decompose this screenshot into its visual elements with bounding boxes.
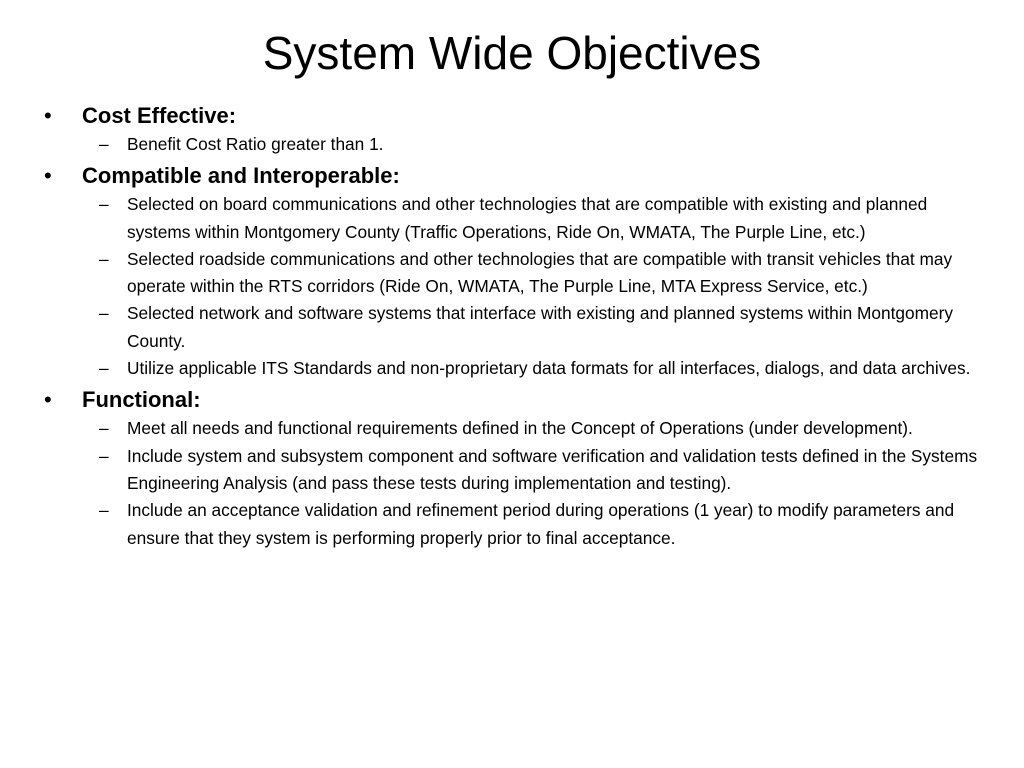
section-heading-text: Cost Effective:: [82, 103, 237, 128]
list-item-text: Selected network and software systems that interface with existing and planned systems within Montgomery County.: [127, 303, 954, 351]
sub-list: [44, 415, 979, 551]
list-item-text: Selected on board communications and other technologies that are compatible with existing and planned systems within Montgomery County (Traffic Operations, Ride On, WMATA, The Purple Line, etc.): [127, 194, 928, 242]
list-item: [44, 497, 979, 552]
list-item-text: Meet all needs and functional requirements defined in the Concept of Operations (under development).: [127, 418, 913, 439]
slide-content: [44, 100, 979, 554]
section-heading-text: Compatible and Interoperable:: [82, 163, 400, 189]
dash-icon: –: [99, 445, 109, 466]
dash-icon: –: [99, 248, 109, 269]
list-item: [44, 300, 979, 355]
list-item-text: Include system and subsystem component and software verification and validation tests defined in the Systems Engineering Analysis (and pass these tests during implementation and testing).: [127, 445, 978, 493]
bullet-icon: •: [44, 387, 52, 413]
dash-icon: –: [99, 194, 109, 215]
list-item: [44, 355, 979, 382]
section-heading: [44, 384, 979, 415]
dash-icon: –: [99, 134, 109, 154]
list-item: [44, 443, 979, 498]
slide-title: System Wide Objectives: [262, 27, 762, 79]
dash-icon: –: [99, 303, 109, 324]
list-item-text: Include an acceptance validation and refinement period during operations (1 year) to modify parameters and ensure that they system is performing properly prior to final acceptance.: [127, 500, 955, 548]
dash-icon: –: [99, 418, 109, 439]
bullet-icon: •: [44, 163, 52, 189]
list-item: [44, 131, 979, 158]
list-item-text: Selected roadside communications and other technologies that are compatible with transit vehicles that may operate within the RTS corridors (Ride On, WMATA, The Purple Line, MTA Express Service, etc.): [127, 248, 953, 297]
list-item-text: Benefit Cost Ratio greater than 1.: [127, 134, 384, 154]
list-item: [44, 415, 979, 442]
section-heading: [44, 100, 979, 131]
list-item: [44, 246, 979, 301]
bullet-icon: •: [44, 103, 52, 128]
sub-list: [44, 131, 979, 158]
list-item: [44, 191, 979, 246]
sub-list: [44, 191, 979, 382]
list-item-text: Utilize applicable ITS Standards and non-proprietary data formats for all interfaces, dialogs, and data archives.: [127, 358, 971, 379]
section-heading-text: Functional:: [82, 387, 201, 413]
section-heading: [44, 160, 979, 191]
dash-icon: –: [99, 358, 109, 379]
dash-icon: –: [99, 500, 109, 521]
